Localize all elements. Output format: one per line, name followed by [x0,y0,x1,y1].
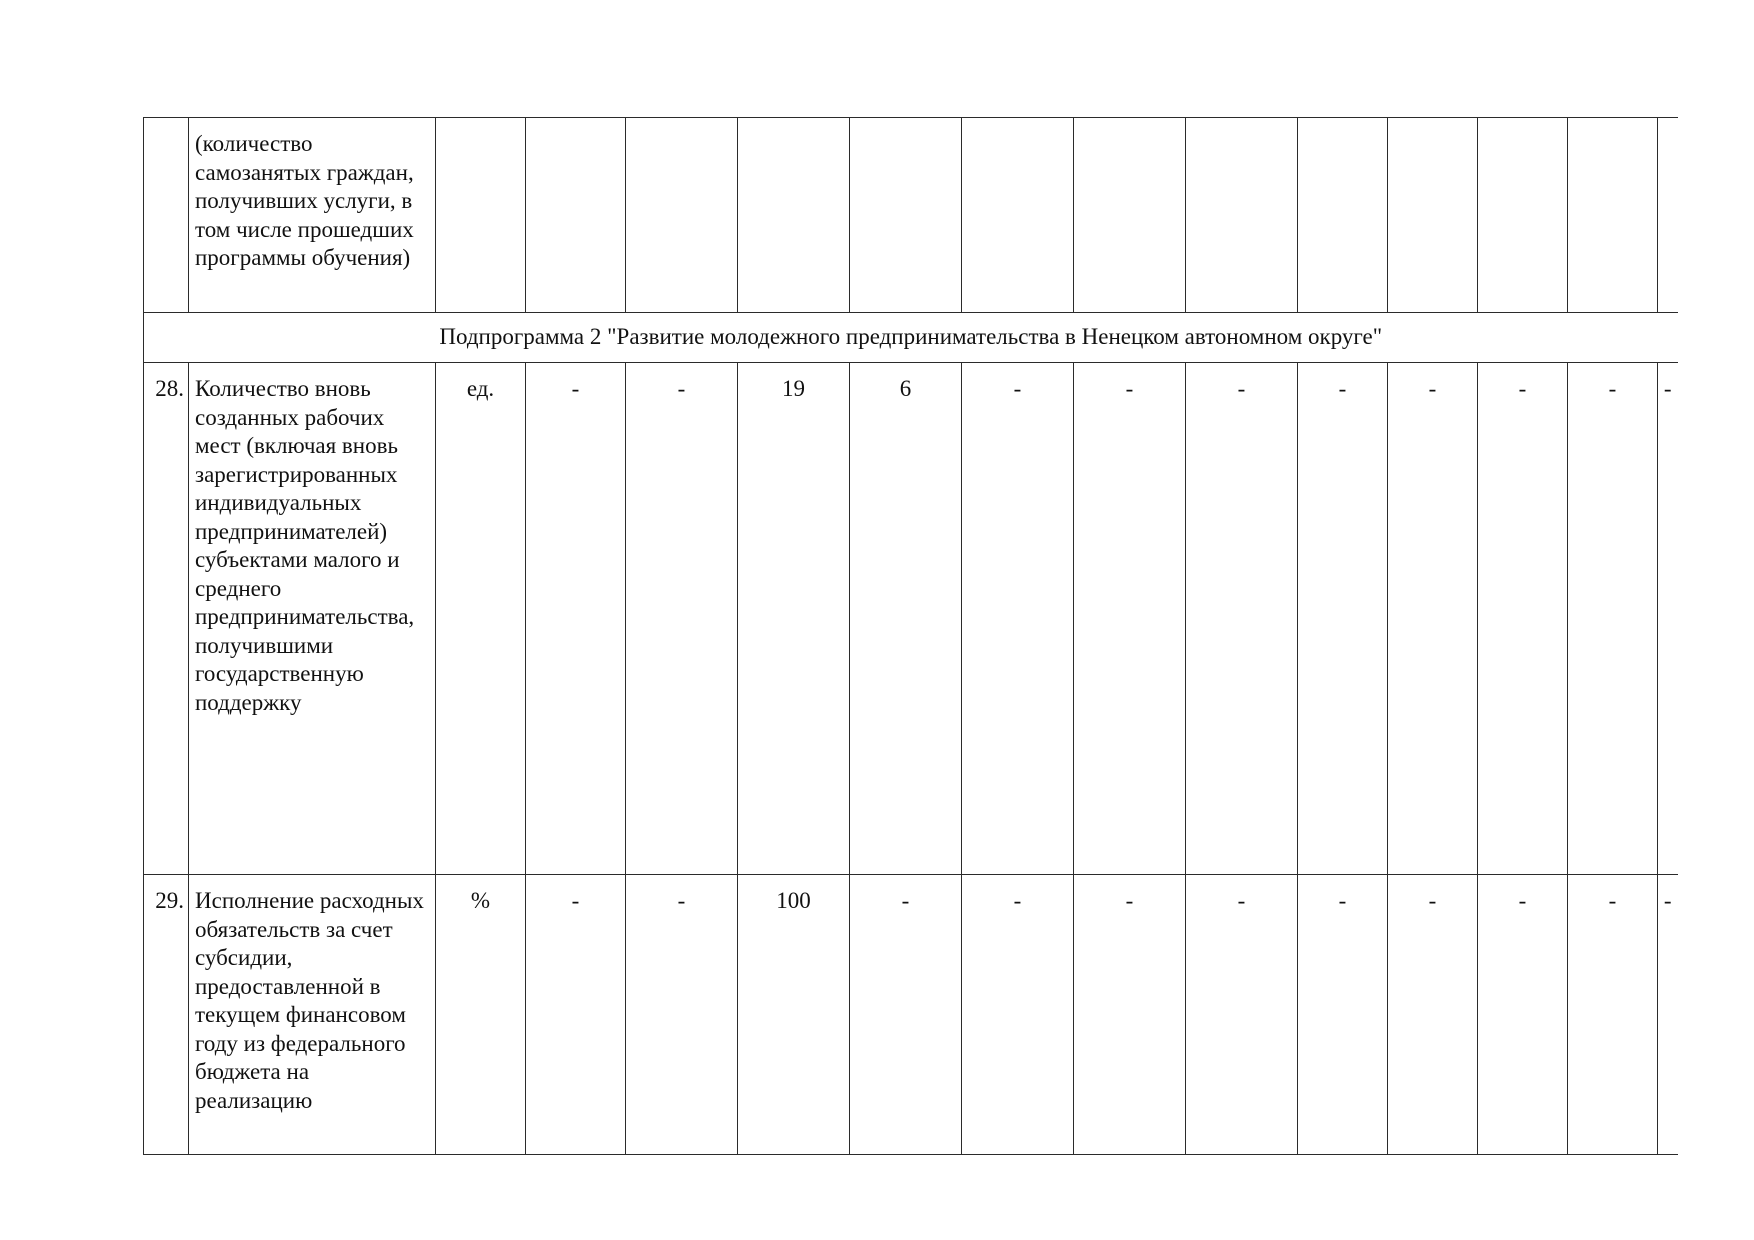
unit-cell: ед. [436,363,526,875]
value-cell: - [1298,875,1388,1155]
value-cell: 100 [738,875,850,1155]
value-cell: - [962,363,1074,875]
indicator-name-cell: (количество самозанятых граждан, получивших услуги, в том числе прошедших программы обучения) [189,118,436,313]
value-cell [626,118,738,313]
subprogram-title: Подпрограмма 2 "Развитие молодежного предпринимательства в Ненецком автономном округе" [144,313,1678,363]
value-cell: - [1186,363,1298,875]
value-cell: - [1074,363,1186,875]
value-cell [738,118,850,313]
value-cell: - [626,875,738,1155]
value-cell: - [1478,363,1568,875]
table-row [144,875,1678,1155]
value-cell [1658,118,1678,313]
value-cell: - [526,875,626,1155]
value-cell [1298,118,1388,313]
value-cell [1186,118,1298,313]
value-cell [850,118,962,313]
value-cell: - [1186,875,1298,1155]
value-cell [526,118,626,313]
value-cell: - [1074,875,1186,1155]
value-cell [1568,118,1658,313]
row-number-cell: 28. [144,363,189,875]
indicator-name-cell: Количество вновь созданных рабочих мест (включая вновь зарегистрированных индивидуальных предпринимателей) субъектами малого и среднего предпринимательства, получившими государственную поддержку [189,363,436,875]
indicators-table [143,117,1678,1155]
value-cell: - [1568,363,1658,875]
value-cell [962,118,1074,313]
table-row [144,363,1678,875]
value-cell [1478,118,1568,313]
value-cell: - [1568,875,1658,1155]
value-cell: - [962,875,1074,1155]
value-cell: - [526,363,626,875]
value-cell: - [1478,875,1568,1155]
value-cell: - [850,875,962,1155]
indicator-name-cell: Исполнение расходных обязательств за счет субсидии, предоставленной в текущем финансовом году из федерального бюджета на реализацию [189,875,436,1155]
unit-cell [436,118,526,313]
value-cell [1074,118,1186,313]
value-cell: - [1388,875,1478,1155]
row-number-cell [144,118,189,313]
subprogram-row [144,313,1678,363]
value-cell: 6 [850,363,962,875]
value-cell: 19 [738,363,850,875]
value-cell: - [1658,363,1678,875]
value-cell: - [626,363,738,875]
unit-cell: % [436,875,526,1155]
row-number-cell: 29. [144,875,189,1155]
value-cell [1388,118,1478,313]
value-cell: - [1658,875,1678,1155]
value-cell: - [1298,363,1388,875]
table-row-continuation [144,118,1678,313]
value-cell: - [1388,363,1478,875]
